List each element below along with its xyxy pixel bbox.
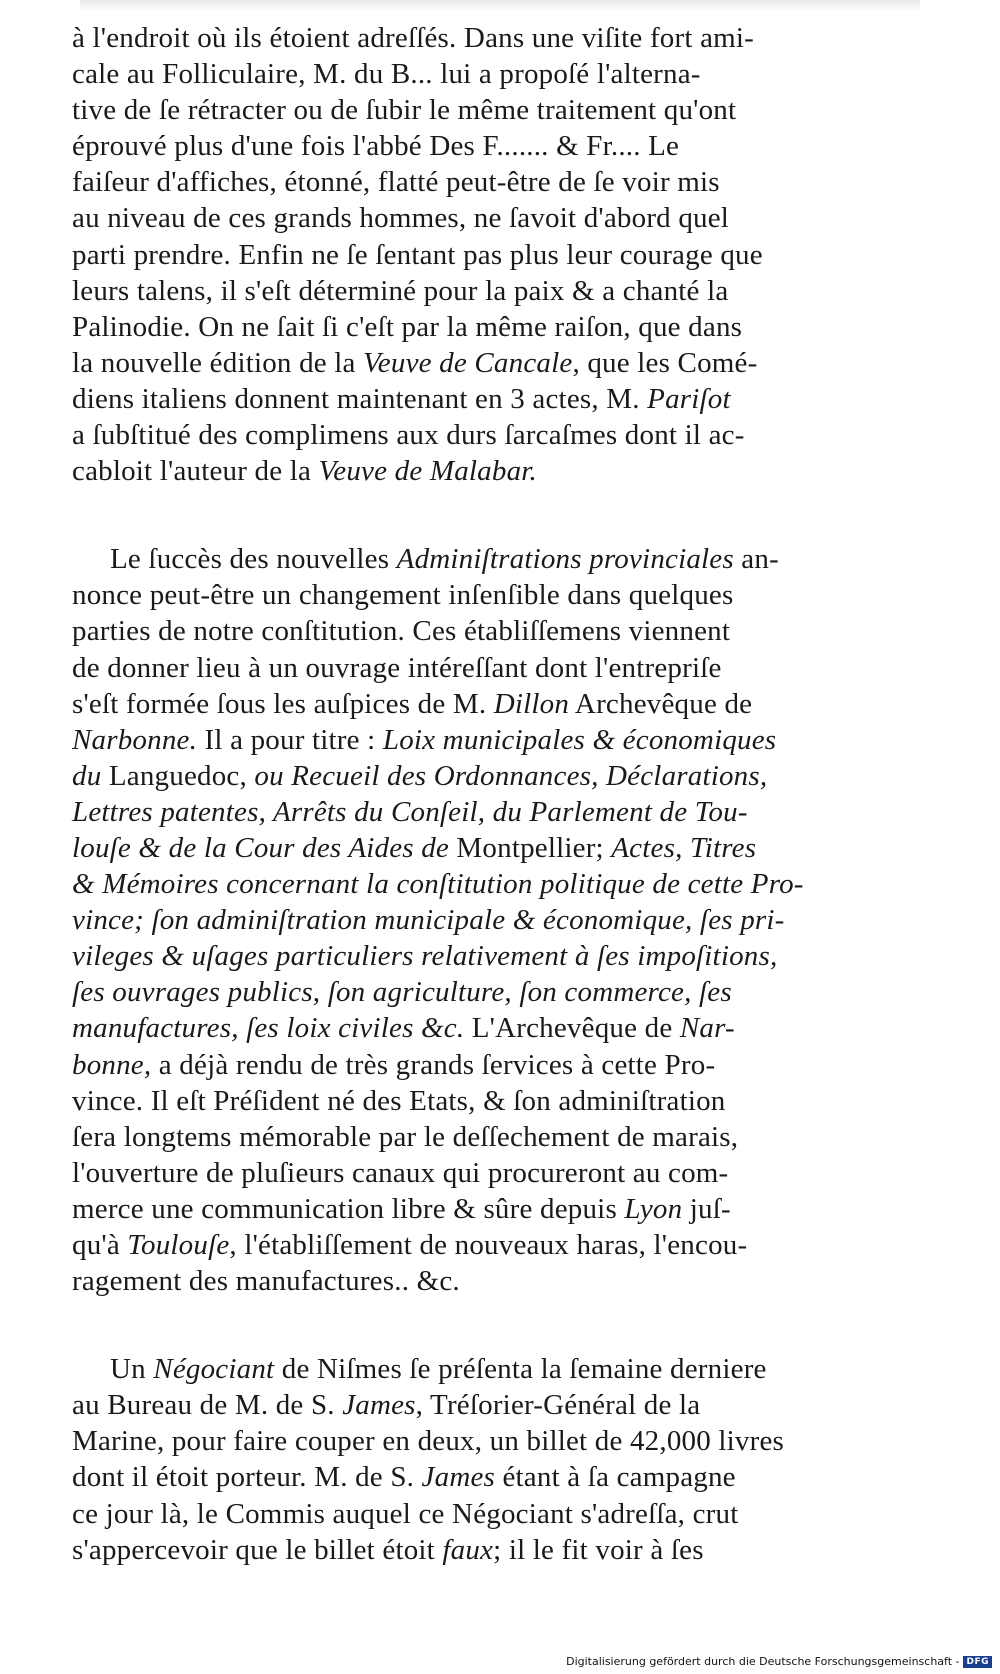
- text-line: [72, 758, 944, 794]
- text-run: Le ſuccès des nouvelles: [110, 543, 397, 576]
- text-line: vince. Il eſt Préſident né des Etats, & ſon adminiſtration: [72, 1084, 726, 1117]
- text-run: Il a pour titre :: [197, 723, 383, 756]
- italic-run: Lyon: [624, 1192, 683, 1225]
- text-run: a déjà rendu de très grands ſervices à cette Pro-: [151, 1048, 716, 1081]
- italic-title: Veuve de Cancale: [363, 346, 573, 379]
- italic-name: Pariſot: [647, 382, 731, 415]
- italic-run: Narbonne.: [72, 723, 198, 756]
- text-line: [72, 830, 944, 866]
- italic-run: Lettres patentes, Arrêts du Conſeil, du Parlement de Tou-: [72, 795, 748, 828]
- text-line: nonce peut-être un changement inſenſible dans quelques: [72, 579, 734, 612]
- text-run: la nouvelle édition de la: [72, 346, 364, 379]
- paragraph-3: [72, 1351, 944, 1568]
- text-run: s'appercevoir que le billet étoit: [72, 1533, 443, 1566]
- text-line: [72, 722, 944, 758]
- digitization-credit: [566, 1655, 992, 1668]
- text-line: [72, 1459, 944, 1495]
- text-line: faiſeur d'affiches, étonné, flatté peut-être de ſe voir mis: [72, 166, 720, 199]
- dfg-logo: DFG: [963, 1656, 992, 1668]
- italic-run: Adminiſtrations provinciales: [396, 543, 734, 576]
- text-run: au Bureau de M. de S.: [72, 1389, 343, 1422]
- text-run: L'Archevêque de: [464, 1012, 680, 1045]
- text-run: de Niſmes ſe préſenta la ſemaine derniere: [274, 1353, 767, 1386]
- text-line: [72, 1351, 944, 1387]
- text-line: éprouvé plus d'une fois l'abbé Des F....... & Fr.... Le: [72, 130, 680, 163]
- text-line: au niveau de ces grands hommes, ne ſavoit d'abord quel: [72, 202, 730, 235]
- italic-run: Loix municipales & économiques: [382, 723, 777, 756]
- text-run: Archevêque de: [569, 687, 753, 720]
- italic-run: louſe & de la Cour des Aides de: [72, 831, 449, 864]
- text-line: [72, 1047, 944, 1083]
- text-line: [72, 794, 944, 830]
- text-line: Palinodie. On ne ſait ſi c'eſt par la même raiſon, que dans: [72, 310, 743, 343]
- text-run: qu'à: [72, 1229, 128, 1261]
- text-line: [72, 866, 944, 902]
- paragraph-gap: [72, 489, 944, 541]
- italic-run: manufactures, ſes loix civiles &c.: [72, 1012, 465, 1045]
- italic-run: ou Recueil des Ordonnances, Déclarations,: [254, 759, 768, 792]
- text-line: parti prendre. Enfin ne ſe ſentant pas plus leur courage que: [72, 238, 763, 271]
- text-line: ce jour là, le Commis auquel ce Négociant s'adreſſa, crut: [72, 1497, 739, 1530]
- text-line: ſera longtems mémorable par le deſſechement de marais,: [72, 1120, 739, 1153]
- italic-run: faux: [442, 1533, 494, 1566]
- text-line: [72, 686, 944, 722]
- text-run: merce une communication libre & sûre depuis: [72, 1192, 625, 1225]
- italic-run: & Mémoires concernant la conſtitution politique de cette Pro-: [72, 868, 804, 901]
- paragraph-1: [72, 20, 944, 489]
- text-line: parties de notre conſtitution. Ces établiſſemens viennent: [72, 615, 731, 648]
- text-run: Un: [110, 1353, 154, 1386]
- italic-run: du: [72, 759, 102, 792]
- text-run: ; il le fit voir à ſes: [493, 1533, 704, 1566]
- paragraph-2: [72, 541, 944, 1299]
- text-line: Marine, pour faire couper en deux, un billet de 42,000 livres: [72, 1425, 785, 1458]
- italic-run: Dillon: [493, 687, 570, 720]
- text-run: étant à ſa campagne: [495, 1461, 736, 1494]
- text-line: tive de ſe rétracter ou de ſubir le même traitement qu'ont: [72, 94, 737, 127]
- text-line: ragement des manufactures.. &c.: [72, 1265, 460, 1298]
- text-line: leurs talens, il s'eſt déterminé pour la paix & a chanté la: [72, 274, 729, 307]
- text-line: [72, 1387, 944, 1423]
- italic-run: James: [342, 1389, 416, 1422]
- text-line: de donner lieu à un ouvrage intéreſſant dont l'entrepriſe: [72, 651, 722, 684]
- text-run: Languedoc,: [101, 759, 255, 792]
- credit-text: Digitalisierung gefördert durch die Deutsche Forschungsgemeinschaft -: [566, 1655, 960, 1668]
- text-line: [72, 381, 944, 417]
- text-run: an-: [733, 543, 779, 576]
- text-run: , que les Comé-: [572, 346, 758, 379]
- italic-run: Nar-: [679, 1012, 735, 1045]
- italic-run: ſes ouvrages publics, ſon agriculture, ſon commerce, ſes: [72, 976, 732, 1009]
- italic-run: Toulouſe: [127, 1229, 230, 1261]
- text-line: à l'endroit où ils étoient adreſſés. Dans une viſite fort ami-: [72, 22, 755, 54]
- italic-title: Veuve de Malabar.: [318, 455, 537, 488]
- italic-run: James: [421, 1461, 496, 1494]
- text-line: [72, 902, 944, 938]
- text-line: [72, 541, 944, 577]
- text-run: diens italiens donnent maintenant en 3 actes, M.: [72, 382, 648, 415]
- text-run: , l'établiſſement de nouveaux haras, l'encou-: [229, 1229, 748, 1261]
- text-run: s'eſt formée ſous les auſpices de M.: [72, 687, 494, 720]
- text-line: [72, 453, 944, 489]
- italic-run: Négociant: [153, 1353, 275, 1386]
- text-line: [72, 345, 944, 381]
- text-run: dont il étoit porteur. M. de S.: [72, 1461, 422, 1494]
- text-line: [72, 1010, 944, 1046]
- text-line: [72, 1532, 944, 1568]
- italic-run: bonne,: [72, 1048, 152, 1081]
- text-line: [72, 1191, 944, 1227]
- text-line: [72, 938, 944, 974]
- text-line: l'ouverture de pluſieurs canaux qui procureront au com-: [72, 1156, 729, 1189]
- italic-run: vileges & uſages particuliers relativement à ſes impoſitions,: [72, 940, 778, 973]
- text-run: cabloit l'auteur de la: [72, 455, 319, 488]
- text-line: [72, 1227, 944, 1263]
- text-line: a ſubſtitué des complimens aux durs ſarcaſmes dont il ac-: [72, 419, 745, 452]
- body-text: [72, 20, 944, 1568]
- italic-run: vince; ſon adminiſtration municipale & économique, ſes pri-: [72, 904, 785, 937]
- text-line: cale au Folliculaire, M. du B... lui a propoſé l'alterna-: [72, 58, 701, 91]
- italic-run: Actes, Titres: [611, 831, 757, 864]
- text-line: [72, 974, 944, 1010]
- scan-edge: [80, 0, 920, 12]
- text-run: , Tréſorier-Général de la: [415, 1389, 701, 1422]
- text-run: Montpellier;: [448, 831, 612, 864]
- paragraph-gap: [72, 1299, 944, 1351]
- text-run: juſ-: [682, 1192, 731, 1225]
